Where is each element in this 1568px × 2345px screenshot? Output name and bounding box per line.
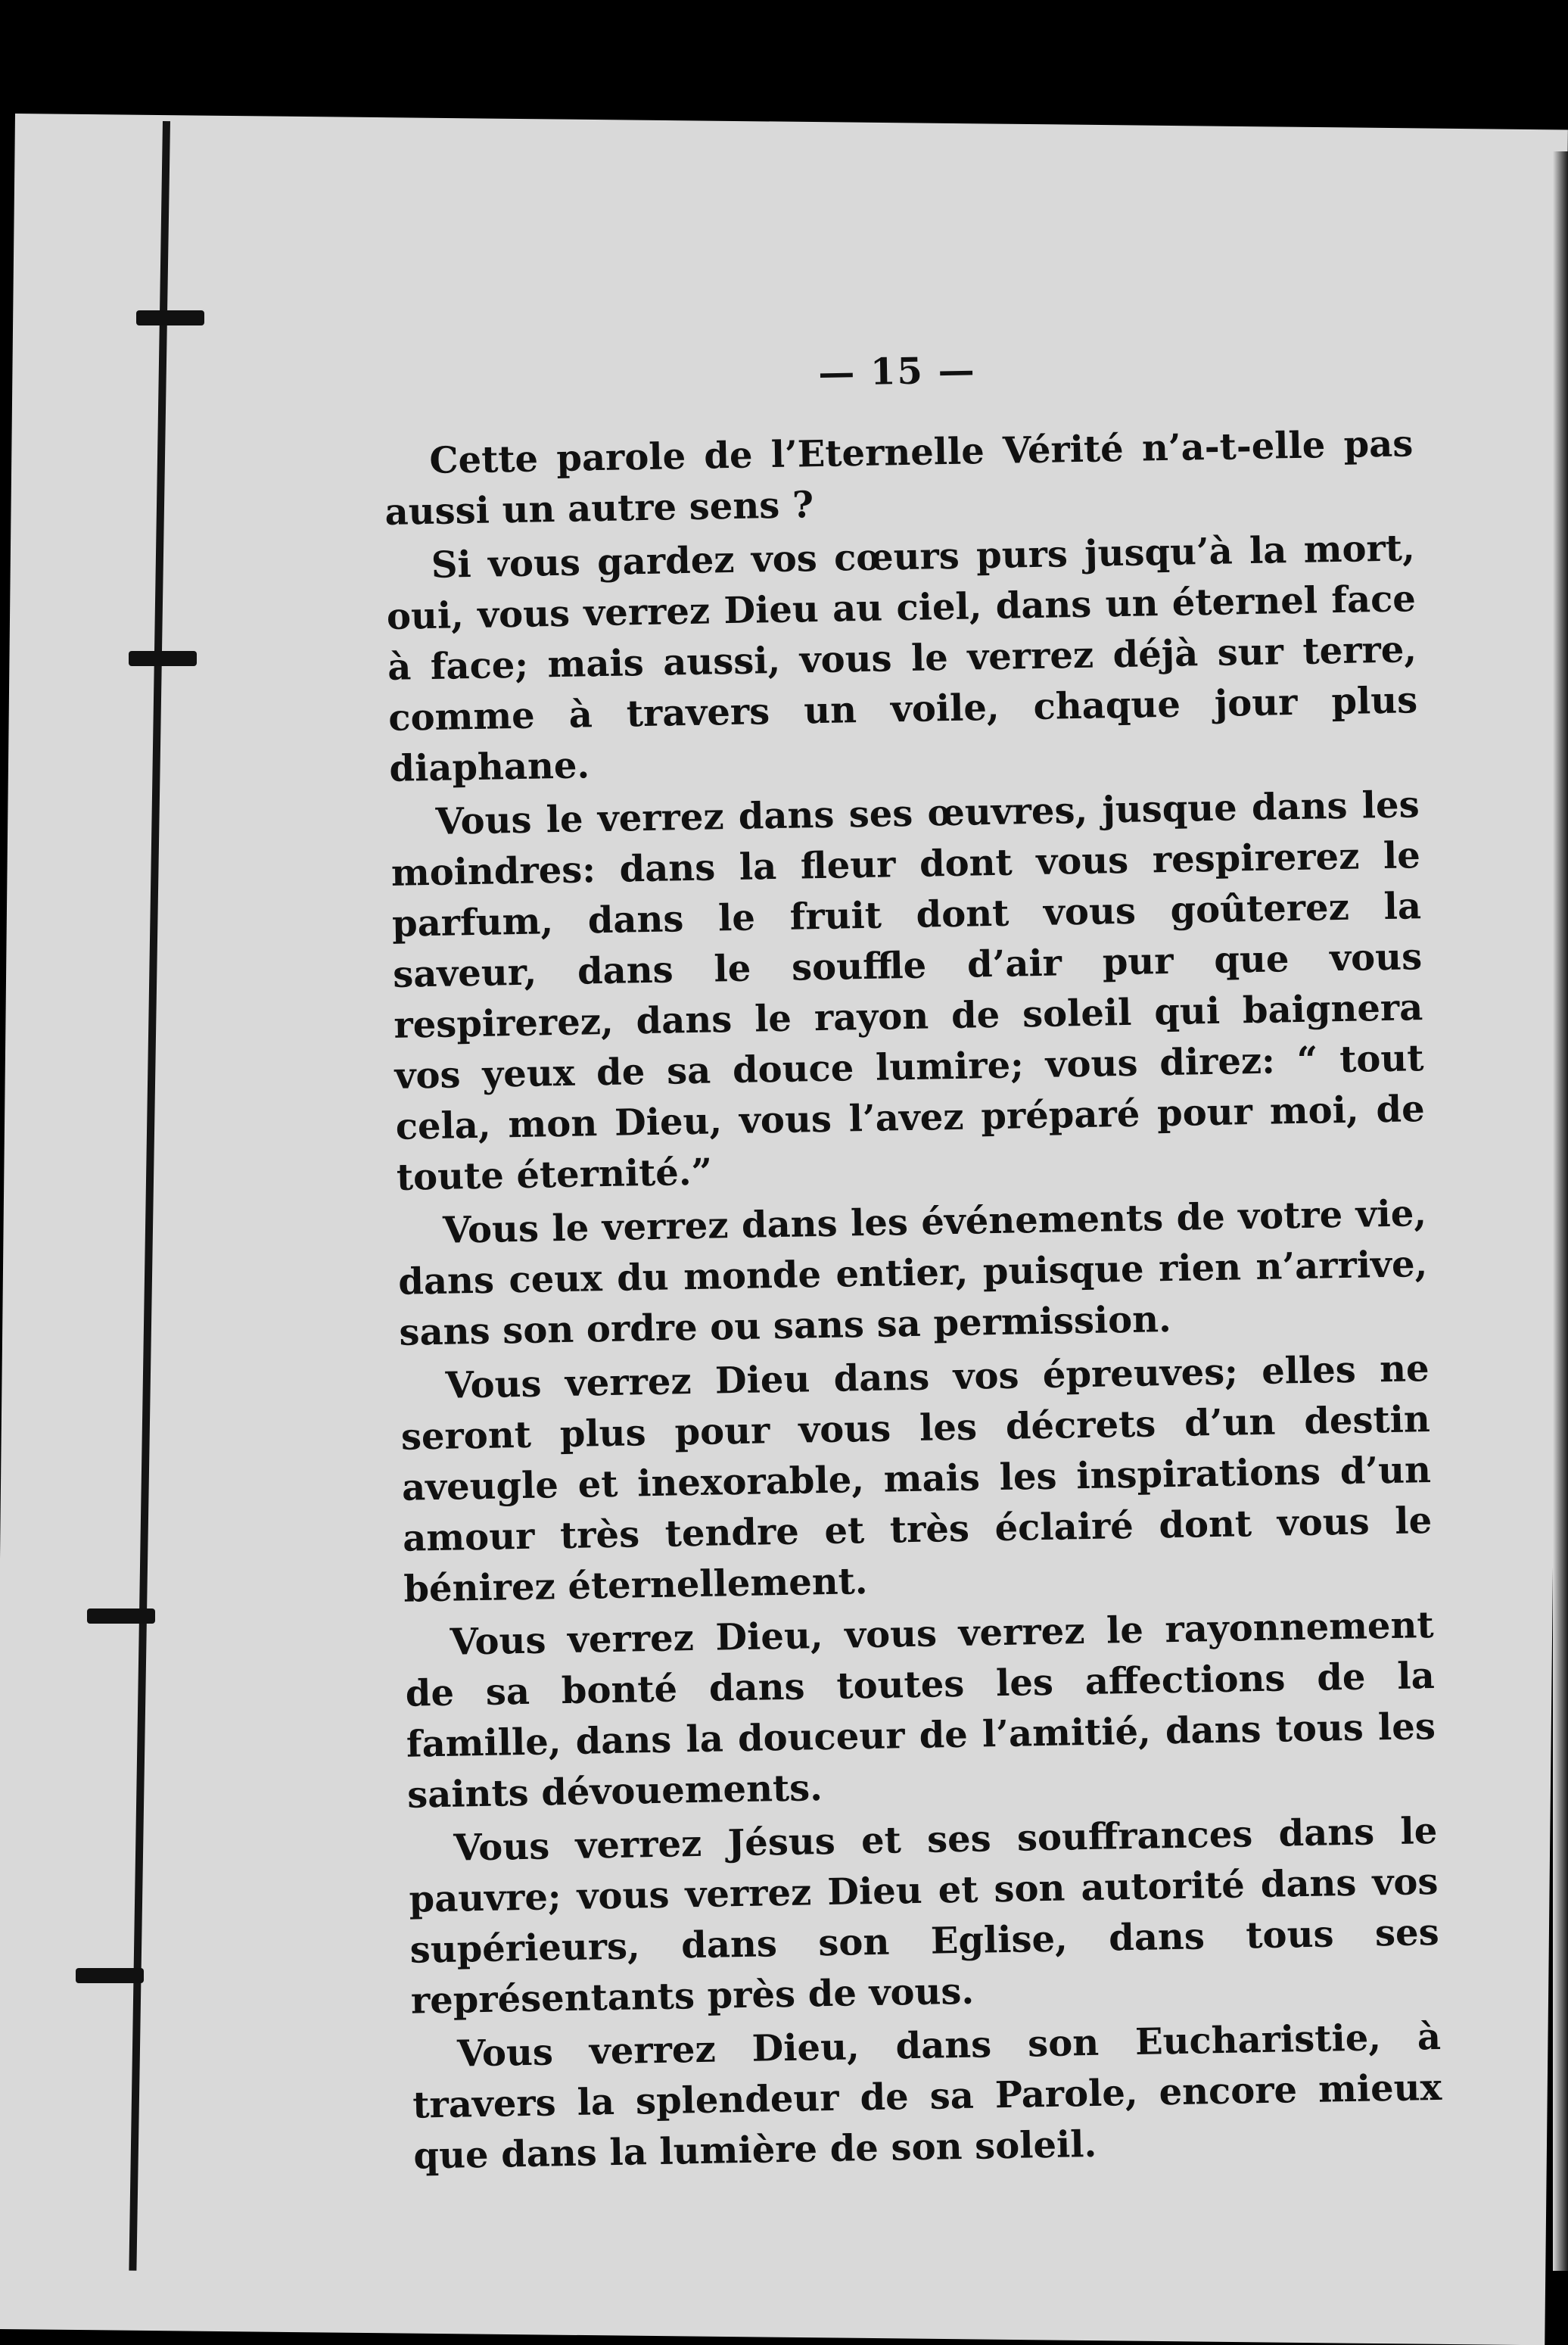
binding-stitch	[129, 651, 197, 666]
page-edge-shadow	[1553, 151, 1568, 2271]
paragraph: Vous verrez Dieu, dans son Eucharistie, à travers la splendeur de sa Parole, encore mieux que dans la lumière de son soleil.	[412, 2015, 1442, 2178]
binding-stitch	[87, 1608, 155, 1624]
paragraph: Vous le verrez dans les événements de votre vie, dans ceux du monde entier, puisque rien n’arrive, sans son ordre ou sans sa permission.	[397, 1192, 1428, 1354]
paragraph: Si vous gardez vos cœurs purs jusqu’à la mort, oui, vous verrez Dieu au ciel, dans un éternel face à face; mais aussi, vous le verrez déjà sur terre, comme à travers un voile, chaque jour plus diaphane.	[386, 527, 1418, 790]
binding-stitch	[76, 1968, 144, 1983]
paragraph: Vous verrez Dieu, vous verrez le rayonnement de sa bonté dans toutes les affections de la famille, dans la douceur de l’amitié, dans tous les saints dévouements.	[405, 1604, 1436, 1817]
paragraph: Vous verrez Dieu dans vos épreuves; elles ne seront plus pour vous les décrets d’un destin aveugle et inexorable, mais les inspirations d’un amour très tendre et très éclairé dont vous le bénirez éternellement.	[400, 1347, 1433, 1611]
paragraph: Vous le verrez dans ses œuvres, jusque dans les moindres: dans la fleur dont vous respirerez le parfum, dans le fruit dont vous goûterez la saveur, dans le souffle d’air pur que vous respirerez, dans le rayon de soleil qui baignera vos yeux de sa douce lumire; vous direz: “ tout cela, mon Dieu, vous l’avez préparé pour moi, de toute éternité.”	[390, 783, 1426, 1199]
binding-stitch	[136, 310, 204, 325]
page-number: — 15 —	[817, 349, 977, 394]
page-text	[382, 338, 1443, 2185]
paragraph: Vous verrez Jésus et ses souffrances dans le pauvre; vous verrez Dieu et son autorité dans vos supérieurs, dans son Eglise, dans tous ses représentants près de vous.	[409, 1809, 1440, 2023]
paragraph: Cette parole de l’Eternelle Vérité n’a-t-elle pas aussi un autre sens ?	[384, 422, 1414, 534]
